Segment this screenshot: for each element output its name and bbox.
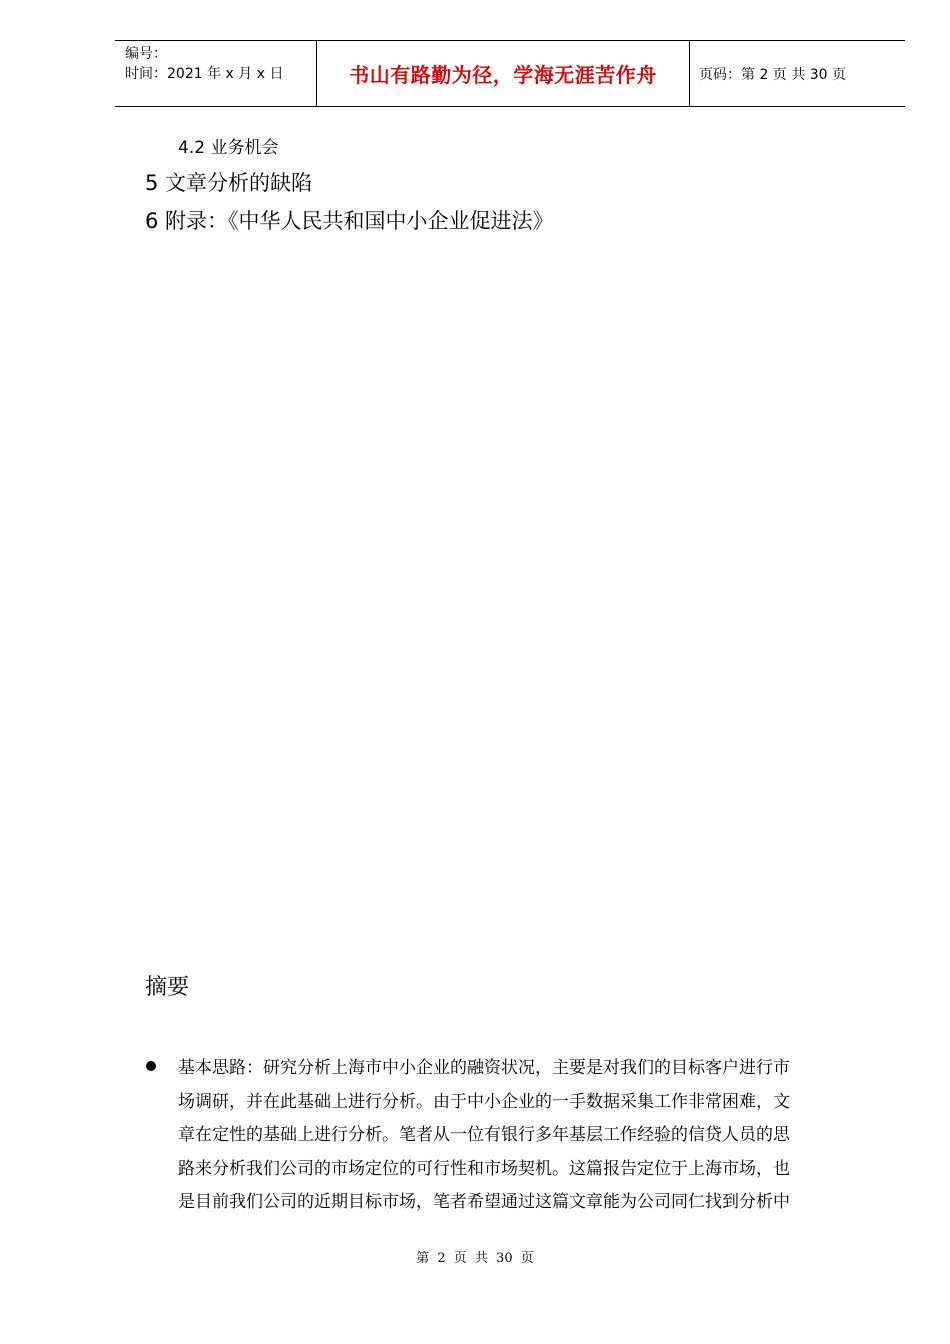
abstract-heading: 摘要 — [145, 975, 190, 1000]
abstract-paragraph — [178, 1052, 868, 1220]
header-page-info: 页码：第 2 页 共 30 页 — [699, 66, 846, 83]
toc-item-5: 5 文章分析的缺陷 — [145, 171, 313, 195]
abstract-line: 基本思路：研究分析上海市中小企业的融资状况，主要是对我们的目标客户进行市 — [178, 1058, 790, 1078]
toc-item-6: 6 附录：《中华人民共和国中小企业促进法》 — [145, 209, 554, 233]
abstract-line: 是目前我们公司的近期目标市场，笔者希望通过这篇文章能为公司同仁找到分析中 — [178, 1192, 790, 1212]
abstract-line: 路来分析我们公司的市场定位的可行性和市场契机。这篇报告定位于上海市场，也 — [178, 1158, 790, 1179]
toc-item-4-2: 4.2 业务机会 — [178, 138, 279, 158]
bullet-icon — [146, 1061, 156, 1071]
document-date: 时间：2021 年 x 月 x 日 — [125, 66, 284, 82]
header-motto: 书山有路勤为径，学海无涯苦作舟 — [316, 41, 690, 106]
header-meta — [115, 41, 316, 106]
document-number-label: 编号： — [125, 46, 167, 62]
page-header — [115, 40, 905, 107]
abstract-line: 章在定性的基础上进行分析。笔者从一位有银行多年基层工作经验的信贷人员的思 — [178, 1125, 790, 1145]
abstract-line: 场调研，并在此基础上进行分析。由于中小企业的一手数据采集工作非常困难，文 — [178, 1091, 790, 1112]
page-footer: 第 2 页 共 30 页 — [416, 1251, 534, 1266]
